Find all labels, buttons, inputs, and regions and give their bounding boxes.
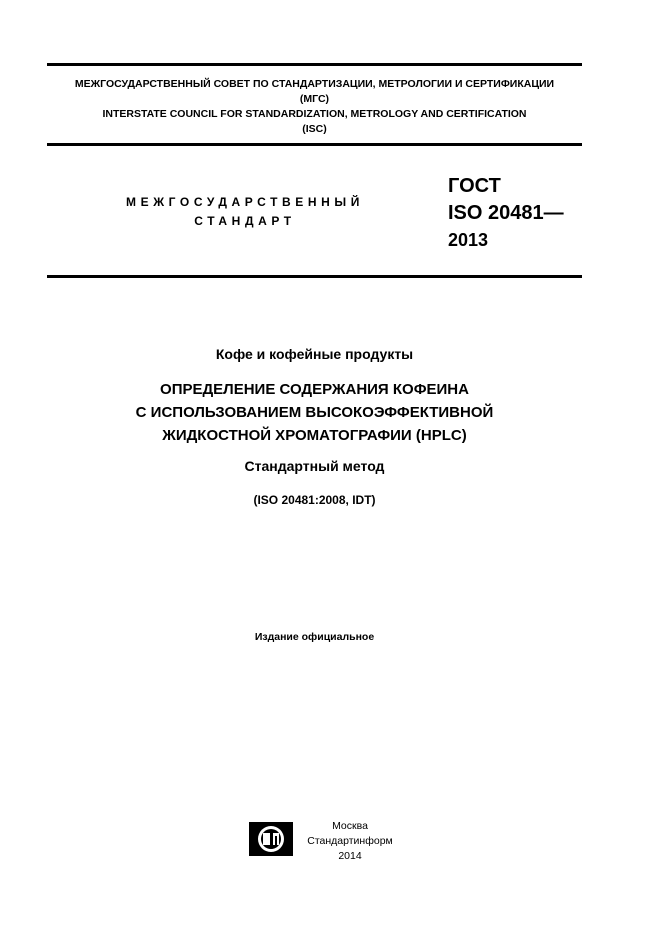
top-rule xyxy=(47,63,582,66)
publisher-year: 2014 xyxy=(338,850,362,862)
publisher-name: Стандартинформ xyxy=(307,835,393,847)
edition-label: Издание официальное xyxy=(254,631,375,643)
designation-year: 2013 xyxy=(448,230,489,250)
header-bottom-rule xyxy=(47,275,582,278)
council-abbr-ru: (МГС) xyxy=(299,93,330,105)
council-abbr-en: (ISC) xyxy=(302,123,327,135)
standard-type-line1: МЕЖГОСУДАРСТВЕННЫЙ xyxy=(126,195,364,209)
standard-type xyxy=(110,193,380,231)
publisher-block xyxy=(300,819,400,864)
title-main xyxy=(47,378,582,447)
title-method: Стандартный метод xyxy=(244,458,385,474)
title-main-line1: ОПРЕДЕЛЕНИЕ СОДЕРЖАНИЯ КОФЕИНА xyxy=(160,381,469,398)
council-rule xyxy=(47,143,582,146)
title-main-line2: С ИСПОЛЬЗОВАНИЕМ ВЫСОКОЭФФЕКТИВНОЙ xyxy=(135,404,494,421)
publisher-city: Москва xyxy=(332,820,368,832)
council-name-en: INTERSTATE COUNCIL FOR STANDARDIZATION, METROLOGY AND CERTIFICATION xyxy=(102,108,527,120)
designation-number: ISO 20481— xyxy=(448,202,564,224)
council-header xyxy=(47,77,582,137)
title-reference: (ISO 20481:2008, IDT) xyxy=(253,493,376,507)
designation-gost: ГОСТ xyxy=(448,175,501,197)
title-subject: Кофе и кофейные продукты xyxy=(215,346,414,362)
council-name-ru: МЕЖГОСУДАРСТВЕННЫЙ СОВЕТ ПО СТАНДАРТИЗАЦИИ, МЕТРОЛОГИИ И СЕРТИФИКАЦИИ xyxy=(74,78,555,90)
standard-type-line2: СТАНДАРТ xyxy=(194,214,296,228)
standard-designation xyxy=(448,173,564,254)
title-main-line3: ЖИДКОСТНОЙ ХРОМАТОГРАФИИ (HPLC) xyxy=(162,427,467,444)
standartinform-logo-icon xyxy=(249,822,293,856)
